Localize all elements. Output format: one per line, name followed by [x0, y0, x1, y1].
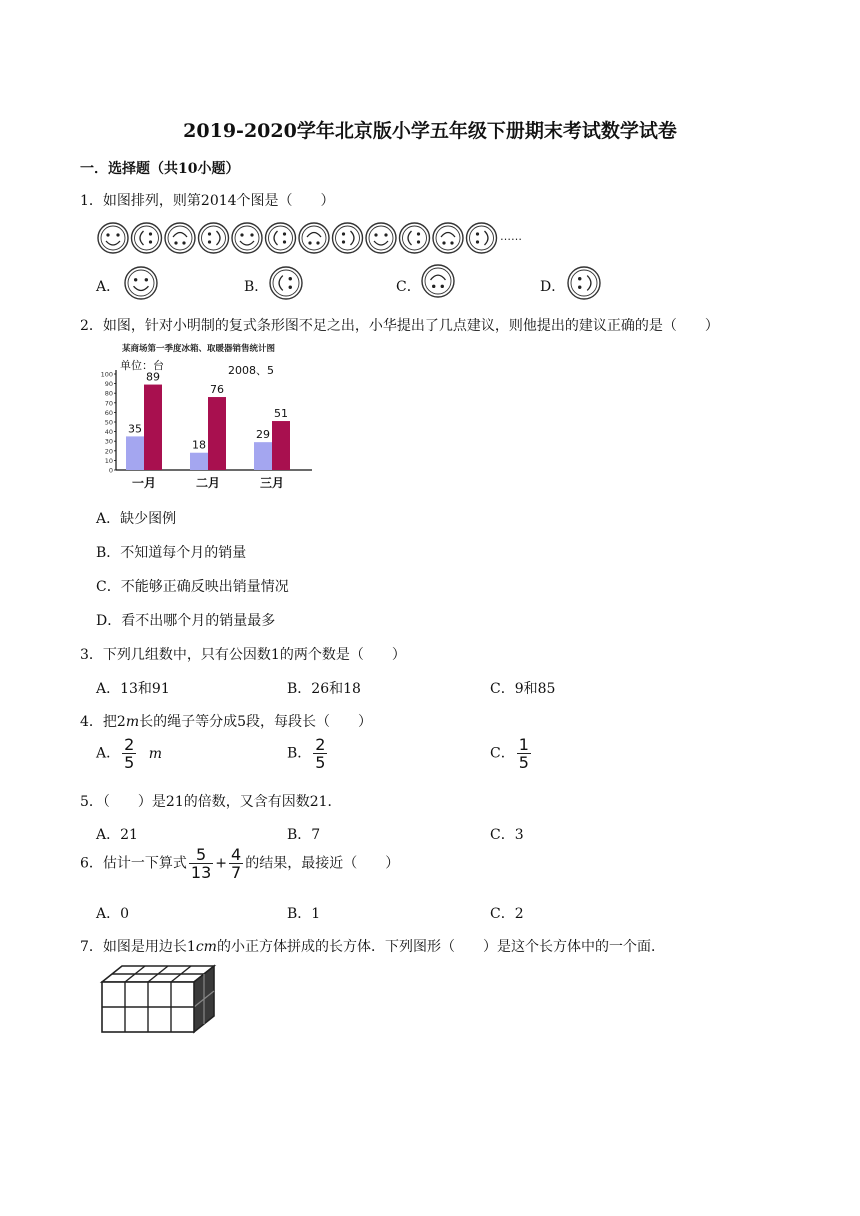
- question-3-option-b: B．26和18: [287, 681, 361, 697]
- y-tick-label: 100: [100, 370, 113, 379]
- plus-sign: +: [215, 855, 228, 872]
- fraction-five-thirteenths: [189, 846, 213, 881]
- eyes-left-face-icon: [568, 267, 600, 299]
- question-4-option-a: [96, 736, 162, 771]
- bar: [190, 453, 208, 470]
- question-2-stem: 2．如图，针对小明制的复式条形图不足之出，小华提出了几点建议，则他提出的建议正确的是（ ）: [80, 318, 719, 334]
- option-d-letter: D．: [540, 279, 566, 295]
- question-6-option-b: B．1: [287, 906, 321, 922]
- y-tick-label: 90: [104, 380, 113, 389]
- fraction-two-fifths: [313, 736, 327, 771]
- option-c-face-icon: [420, 263, 456, 299]
- smile-face-icon: [125, 267, 157, 299]
- option-a-letter: A．: [96, 279, 121, 295]
- eyes-left-face-icon: [199, 223, 229, 253]
- sequence-ellipsis: ……: [500, 230, 522, 243]
- page-title: 2019-2020学年北京版小学五年级下册期末考试数学试卷: [183, 120, 677, 142]
- question-2-option-c: C．不能够正确反映出销量情况: [96, 579, 289, 595]
- fraction-numerator: 1: [518, 735, 529, 754]
- eyes-right-face-icon: [400, 223, 430, 253]
- y-tick-label: 0: [108, 466, 113, 475]
- bar: [126, 436, 144, 470]
- smile-face-icon: [98, 223, 128, 253]
- question-1-stem: 1．如图排列，则第2014个图是（ ）: [80, 193, 335, 209]
- question-5-stem: 5．（ ）是21的倍数，又含有因数21．: [80, 794, 342, 810]
- eyes-left-face-icon: [467, 223, 497, 253]
- frown-face-icon: [433, 223, 463, 253]
- chart-title: 某商场第一季度冰箱、取暖器销售统计图: [122, 344, 276, 354]
- fraction-two-fifths: [122, 736, 136, 771]
- question-6-option-c: C．2: [490, 906, 524, 922]
- option-c-letter: C．: [396, 279, 421, 295]
- fraction-denominator: 13: [190, 863, 212, 882]
- bar: [272, 421, 290, 470]
- smile-face-icon: [232, 223, 262, 253]
- option-b-letter: B．: [244, 279, 269, 295]
- question-7-stem-post: 的小正方体拼成的长方体．下列图形（ ）是这个长方体中的一个面．: [216, 939, 665, 955]
- eyes-right-face-icon: [132, 223, 162, 253]
- question-4-option-c: [490, 736, 533, 771]
- bar-value-label: 51: [274, 407, 288, 421]
- question-6-stem-post: 的结果，最接近（ ）: [245, 855, 400, 872]
- question-2-option-b: B．不知道每个月的销量: [96, 545, 247, 561]
- chart-unit-label: 单位：台: [120, 359, 164, 372]
- bar: [208, 397, 226, 470]
- chart-date-label: 2008、5: [228, 364, 274, 377]
- y-tick-label: 20: [104, 447, 113, 456]
- bar-value-label: 89: [146, 370, 160, 384]
- x-tick-label: 一月: [131, 476, 157, 490]
- eyes-right-face-icon: [270, 267, 302, 299]
- question-6-option-a: A．0: [96, 906, 130, 922]
- bar-chart: [96, 340, 318, 492]
- option-b-letter: B．: [287, 745, 312, 762]
- x-tick-label: 三月: [259, 476, 285, 490]
- frown-face-icon: [165, 223, 195, 253]
- question-5-option-c: C．3: [490, 827, 524, 843]
- question-4-stem-post: 长的绳子等分成5段，每段长（ ）: [139, 714, 373, 730]
- fraction-denominator: 5: [315, 753, 326, 772]
- y-tick-label: 40: [104, 428, 113, 437]
- question-3-option-c: C．9和85: [490, 681, 556, 697]
- fraction-numerator: 2: [315, 735, 326, 754]
- smile-face-icon: [366, 223, 396, 253]
- section-heading: 一．选择题（共10小题）: [80, 161, 240, 177]
- bar-value-label: 29: [256, 428, 270, 442]
- question-3-stem: 3．下列几组数中，只有公因数1的两个数是（ ）: [80, 647, 406, 663]
- question-6-stem: [80, 846, 399, 881]
- bar-value-label: 35: [128, 422, 142, 436]
- bar-value-label: 76: [210, 383, 224, 397]
- cuboid-figure: [98, 962, 220, 1038]
- y-tick-label: 10: [104, 456, 113, 465]
- y-tick-label: 50: [104, 418, 113, 427]
- fraction-one-fifth: [517, 736, 531, 771]
- question-5-option-a: A．21: [96, 827, 138, 843]
- question-7-stem-pre: 7．如图是用边长1: [80, 939, 196, 955]
- x-tick-label: 二月: [195, 476, 221, 490]
- bar: [254, 442, 272, 470]
- fraction-denominator: 5: [518, 753, 529, 772]
- eyes-right-face-icon: [266, 223, 296, 253]
- fraction-denominator: 5: [124, 753, 135, 772]
- y-tick-label: 30: [104, 437, 113, 446]
- y-tick-label: 80: [104, 389, 113, 398]
- option-b-face-icon: [268, 265, 304, 301]
- question-3-option-a: A．13和91: [96, 681, 170, 697]
- option-a-unit: m: [148, 745, 163, 762]
- question-4-stem: [80, 711, 372, 731]
- option-a-letter: A．: [96, 745, 121, 762]
- y-tick-label: 60: [104, 408, 113, 417]
- question-2-option-d: D．看不出哪个月的销量最多: [96, 613, 276, 629]
- fraction-numerator: 5: [189, 846, 213, 864]
- question-7-stem-unit: cm: [195, 939, 217, 955]
- bar: [144, 385, 162, 470]
- question-5-option-b: B．7: [287, 827, 321, 843]
- frown-face-icon: [422, 265, 454, 297]
- question-2-option-a: A．缺少图例: [96, 511, 177, 527]
- question-4-option-b: [287, 736, 329, 771]
- option-c-letter: C．: [490, 745, 515, 762]
- y-tick-label: 70: [104, 399, 113, 408]
- fraction-numerator: 4: [231, 845, 242, 864]
- face-sequence-figure: [96, 218, 536, 258]
- fraction-denominator: 7: [231, 863, 242, 882]
- eyes-left-face-icon: [333, 223, 363, 253]
- question-7-stem: [80, 936, 665, 956]
- frown-face-icon: [299, 223, 329, 253]
- fraction-four-sevenths: [229, 846, 243, 881]
- option-a-face-icon: [123, 265, 159, 301]
- question-6-stem-pre: 6．估计一下算式: [80, 855, 187, 872]
- option-d-face-icon: [566, 265, 602, 301]
- question-4-stem-unit: m: [125, 714, 140, 730]
- question-4-stem-pre: 4．把2: [80, 714, 126, 730]
- fraction-numerator: 2: [124, 735, 135, 754]
- bar-value-label: 18: [192, 438, 206, 452]
